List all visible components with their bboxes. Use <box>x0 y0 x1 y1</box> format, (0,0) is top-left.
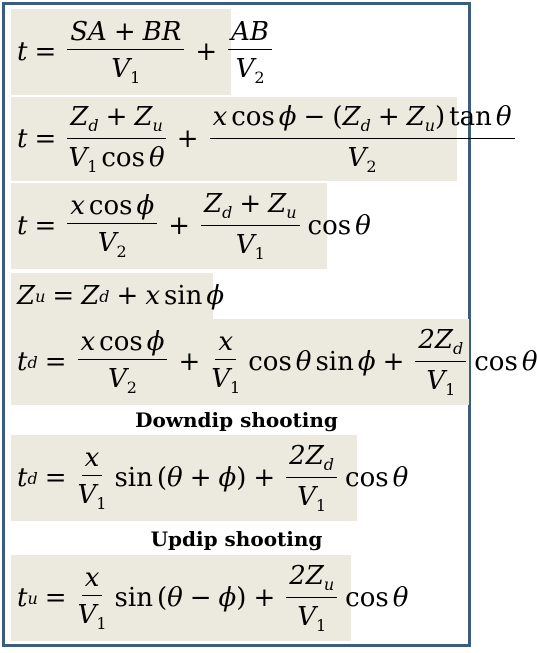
equations-frame <box>2 2 537 647</box>
fraction-zd-zu-v1: $\frac{Z_d + Z_u}{V_1}$ <box>201 191 300 262</box>
equation-7: t u = $\frac{x}{V_1}$ sin ( θ − ϕ ) + $\frac{2Z_u}{V_1}$ cos θ <box>11 555 351 641</box>
downdip-heading: Downdip shooting <box>135 408 338 432</box>
fraction-xcosphi-v2: $\frac{\text{x cos ϕ}}{V_2}$ <box>67 193 157 260</box>
fraction-sa-br: $\frac{SA + BR}{V_1}$ <box>67 19 184 86</box>
fraction-2zd-v1: $\frac{2Z_d}{V_1}$ <box>286 443 337 514</box>
equation-4: Z u = Z d + x sin ϕ <box>11 273 213 319</box>
equation-3: t = $\frac{\text{x cos ϕ}}{V_2}$ + $\frac{Z_d + Z_u}{V_1}$ cos θ <box>11 183 327 269</box>
fraction-2zd-v1: $\frac{2Z_d}{V_1}$ <box>415 327 466 398</box>
equation-1: t = $\frac{SA + BR}{V_1}$ + $\frac{AB}{V_2}$ <box>11 9 231 95</box>
fraction-zd-zu: $\frac{Z_d + Z_u}{V_1 \cos \theta}$ <box>68 101 165 176</box>
updip-heading: Updip shooting <box>150 527 323 551</box>
fraction-x-v1: $\frac{x}{V_1}$ <box>211 326 241 397</box>
equation-2: t = $\frac{Z_d + Z_u}{V_1 \cos \theta}$ + $\frac{x \cos \phi - (Z_d + Z_u) \tan \theta}{V_2}$ <box>11 97 457 181</box>
fraction-xcosphi-v2: $\frac{\text{x cos ϕ}}{V_2}$ <box>78 329 168 396</box>
fraction-xcos-tan: $\frac{x \cos \phi - (Z_d + Z_u) \tan \theta}{V_2}$ <box>210 104 515 175</box>
fraction-x-v1: $\frac{x}{V_1}$ <box>77 562 107 633</box>
var-t: t <box>17 37 28 67</box>
fraction-ab: $\frac{AB}{V_2}$ <box>228 19 272 86</box>
equation-5: t d = $\frac{\text{x cos ϕ}}{V_2}$ + $\frac{x}{V_1}$ cos θ sin ϕ + $\frac{2Z_d}{V_1}$ cos θ <box>11 319 469 405</box>
equals-sign: = <box>34 37 57 67</box>
equation-6: t d = $\frac{x}{V_1}$ sin ( θ + ϕ ) + $\frac{2Z_d}{V_1}$ cos θ <box>11 435 357 521</box>
fraction-x-v1: $\frac{x}{V_1}$ <box>77 442 107 513</box>
fraction-2zu-v1: $\frac{2Z_u}{V_1}$ <box>286 563 337 634</box>
